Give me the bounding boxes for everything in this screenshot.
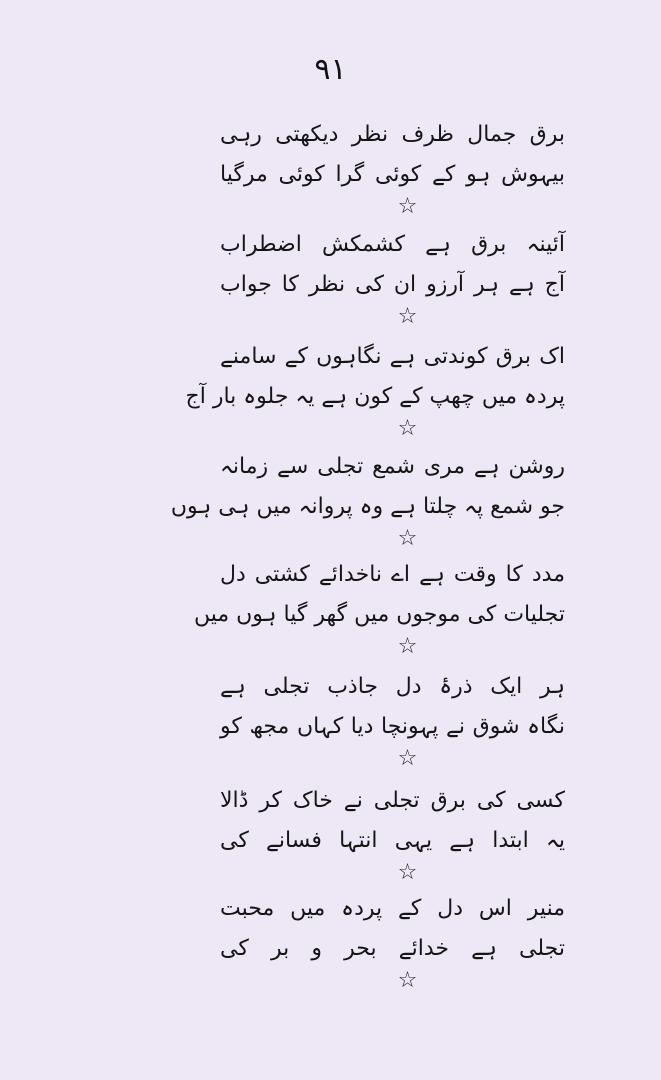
verse-line: پردہ میں چھپ کے کون ہے یہ جلوہ بار آج [185, 384, 565, 409]
star-outline-icon: ☆ [397, 194, 418, 219]
verse-line: کسی کی برق تجلی نے خاک کر ڈالا [220, 788, 565, 813]
verse-line: یہ ابتدا ہے یہی انتہا فسانے کی [220, 828, 565, 853]
stanza [185, 337, 565, 443]
verse-line: مدد کا وقت ہے اے ناخدائے کشتی دل [220, 562, 565, 587]
stanza [220, 781, 565, 887]
verse-line: جو شمع پہ چلتا ہے وہ پروانہ میں ہی ہوں [170, 494, 565, 519]
verse-line: تجلی ہے خدائے بحر و بر کی [220, 936, 565, 961]
star-outline-icon: ☆ [397, 526, 418, 551]
verse-line: آج ہے ہر آرزو ان کی نظر کا جواب [220, 272, 565, 297]
stanza [220, 225, 565, 331]
verse-line: آئینہ برق ہے کشمکش اضطراب [220, 232, 565, 257]
star-outline-icon: ☆ [397, 860, 418, 885]
verse-line: بیہوش ہو کے کوئی گرا کوئی مرگیا [220, 162, 565, 187]
stanza [193, 555, 565, 661]
stanza [220, 889, 565, 995]
stanza [220, 115, 565, 221]
star-outline-icon: ☆ [397, 304, 418, 329]
star-outline-icon: ☆ [397, 746, 418, 771]
stanza [220, 667, 565, 773]
verse-line: ہر ایک ذرۂ دل جاذب تجلی ہے [220, 674, 565, 699]
star-outline-icon: ☆ [397, 634, 418, 659]
page-number: ۹۱ [314, 52, 347, 87]
poem [170, 115, 565, 995]
star-outline-icon: ☆ [397, 968, 418, 993]
star-outline-icon: ☆ [397, 416, 418, 441]
verse-line: نگاہ شوق نے پہونچا دیا کہاں مجھ کو [220, 714, 565, 739]
verse-line: منیر اس دل کے پردہ میں محبت [220, 896, 565, 921]
verse-line: برق جمال ظرف نظر دیکھتی رہی [220, 122, 565, 147]
verse-line: تجلیات کی موجوں میں گھر گیا ہوں میں [193, 602, 565, 627]
stanza [170, 447, 565, 553]
verse-line: اک برق کوندتی ہے نگاہوں کے سامنے [220, 344, 565, 369]
verse-line: روشن ہے مری شمع تجلی سے زمانہ [220, 454, 565, 479]
